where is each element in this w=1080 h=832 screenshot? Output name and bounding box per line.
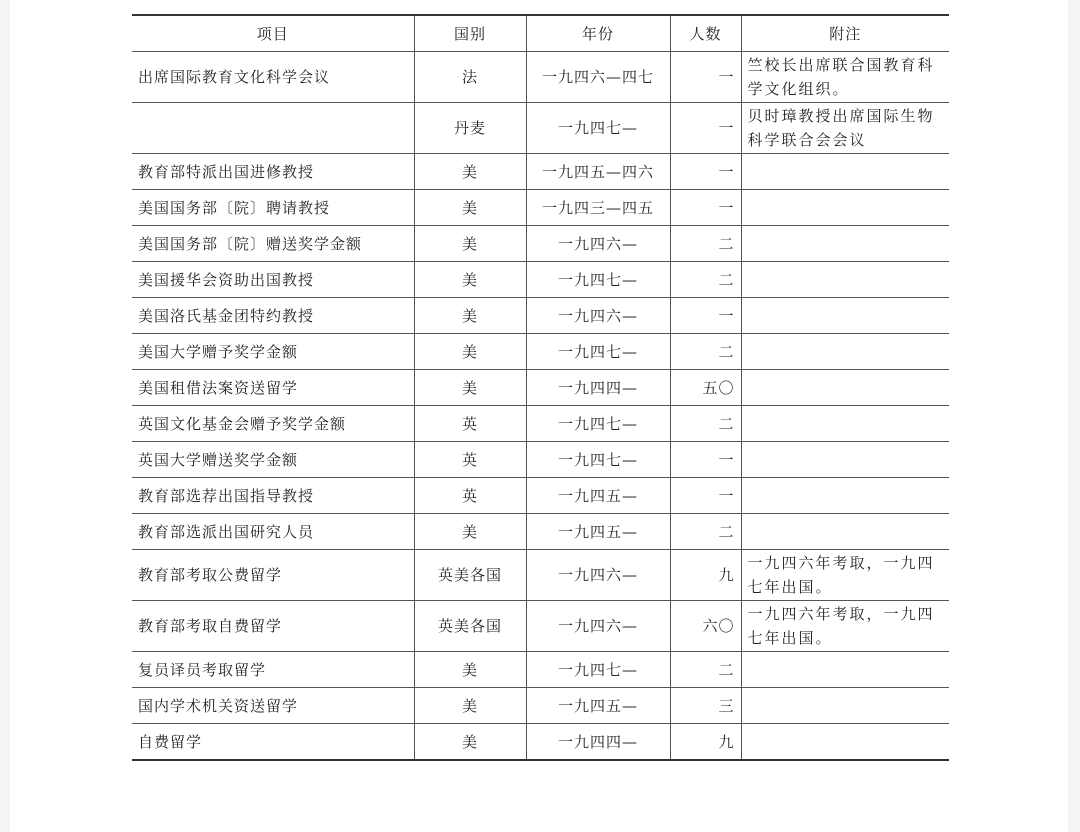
- cell-year: 一九四四—: [526, 724, 670, 761]
- cell-note: [741, 154, 949, 190]
- table-row: [132, 688, 949, 724]
- table-body: [132, 52, 949, 761]
- table-row: [132, 52, 949, 103]
- cell-country: 美: [414, 334, 526, 370]
- cell-count: 二: [670, 226, 741, 262]
- cell-count: 三: [670, 688, 741, 724]
- cell-count: 二: [670, 514, 741, 550]
- cell-year: 一九四七—: [526, 334, 670, 370]
- cell-count: 二: [670, 652, 741, 688]
- table-row: [132, 298, 949, 334]
- cell-year: 一九四六—: [526, 226, 670, 262]
- cell-item: [132, 103, 414, 154]
- cell-year: 一九四六—四七: [526, 52, 670, 103]
- table-row: [132, 601, 949, 652]
- table-row: [132, 334, 949, 370]
- header-country: 国别: [414, 15, 526, 52]
- header-year: 年份: [526, 15, 670, 52]
- cell-item: 教育部选派出国研究人员: [132, 514, 414, 550]
- header-count: 人数: [670, 15, 741, 52]
- cell-year: 一九四七—: [526, 652, 670, 688]
- cell-count: 五〇: [670, 370, 741, 406]
- cell-year: 一九四七—: [526, 442, 670, 478]
- cell-note: [741, 688, 949, 724]
- cell-country: 美: [414, 262, 526, 298]
- cell-note: 贝时璋教授出席国际生物科学联合会会议: [741, 103, 949, 154]
- cell-count: 一: [670, 103, 741, 154]
- cell-year: 一九四五—: [526, 478, 670, 514]
- cell-year: 一九四七—: [526, 406, 670, 442]
- cell-item: 复员译员考取留学: [132, 652, 414, 688]
- cell-country: 英: [414, 442, 526, 478]
- cell-year: 一九四五—: [526, 688, 670, 724]
- cell-country: 美: [414, 190, 526, 226]
- cell-item: 自费留学: [132, 724, 414, 761]
- cell-count: 一: [670, 154, 741, 190]
- cell-count: 二: [670, 406, 741, 442]
- cell-item: 国内学术机关资送留学: [132, 688, 414, 724]
- cell-item: 美国大学赠予奖学金额: [132, 334, 414, 370]
- cell-note: [741, 406, 949, 442]
- cell-item: 美国国务部〔院〕聘请教授: [132, 190, 414, 226]
- table-row: [132, 406, 949, 442]
- cell-year: 一九四六—: [526, 601, 670, 652]
- cell-item: 教育部考取自费留学: [132, 601, 414, 652]
- cell-year: 一九四四—: [526, 370, 670, 406]
- cell-count: 二: [670, 262, 741, 298]
- cell-item: 美国援华会资助出国教授: [132, 262, 414, 298]
- table-row: [132, 724, 949, 761]
- table-row: [132, 652, 949, 688]
- table-row: [132, 226, 949, 262]
- cell-year: 一九四六—: [526, 550, 670, 601]
- cell-count: 一: [670, 52, 741, 103]
- cell-count: 九: [670, 724, 741, 761]
- cell-item: 教育部选荐出国指导教授: [132, 478, 414, 514]
- table-row: [132, 478, 949, 514]
- cell-country: 美: [414, 298, 526, 334]
- cell-count: 二: [670, 334, 741, 370]
- cell-country: 美: [414, 724, 526, 761]
- table-row: [132, 190, 949, 226]
- cell-count: 六〇: [670, 601, 741, 652]
- cell-country: 美: [414, 514, 526, 550]
- table-row: [132, 154, 949, 190]
- cell-item: 教育部考取公费留学: [132, 550, 414, 601]
- cell-note: [741, 514, 949, 550]
- cell-item: 教育部特派出国进修教授: [132, 154, 414, 190]
- cell-year: 一九四五—四六: [526, 154, 670, 190]
- header-note: 附注: [741, 15, 949, 52]
- table-header-row: [132, 15, 949, 52]
- cell-note: [741, 370, 949, 406]
- table-row: [132, 514, 949, 550]
- document-page: [10, 0, 1068, 832]
- cell-note: [741, 262, 949, 298]
- cell-year: 一九四七—: [526, 103, 670, 154]
- cell-country: 美: [414, 370, 526, 406]
- cell-year: 一九四七—: [526, 262, 670, 298]
- cell-item: 美国国务部〔院〕赠送奖学金额: [132, 226, 414, 262]
- cell-country: 英美各国: [414, 601, 526, 652]
- cell-country: 丹麦: [414, 103, 526, 154]
- cell-country: 英: [414, 478, 526, 514]
- cell-country: 英美各国: [414, 550, 526, 601]
- cell-count: 九: [670, 550, 741, 601]
- cell-country: 美: [414, 688, 526, 724]
- table-row: [132, 103, 949, 154]
- cell-country: 美: [414, 652, 526, 688]
- cell-note: [741, 652, 949, 688]
- cell-year: 一九四六—: [526, 298, 670, 334]
- cell-note: [741, 298, 949, 334]
- cell-note: 竺校长出席联合国教育科学文化组织。: [741, 52, 949, 103]
- cell-note: [741, 190, 949, 226]
- cell-note: [741, 226, 949, 262]
- cell-count: 一: [670, 442, 741, 478]
- study-abroad-table: [132, 14, 949, 761]
- cell-item: 美国洛氏基金团特约教授: [132, 298, 414, 334]
- table-row: [132, 370, 949, 406]
- cell-country: 英: [414, 406, 526, 442]
- cell-note: 一九四六年考取，一九四七年出国。: [741, 550, 949, 601]
- cell-item: 英国大学赠送奖学金额: [132, 442, 414, 478]
- cell-item: 美国租借法案资送留学: [132, 370, 414, 406]
- cell-count: 一: [670, 190, 741, 226]
- header-item: 项目: [132, 15, 414, 52]
- cell-note: [741, 442, 949, 478]
- cell-item: 英国文化基金会赠予奖学金额: [132, 406, 414, 442]
- cell-count: 一: [670, 478, 741, 514]
- cell-year: 一九四五—: [526, 514, 670, 550]
- cell-note: [741, 334, 949, 370]
- cell-year: 一九四三—四五: [526, 190, 670, 226]
- table-row: [132, 262, 949, 298]
- cell-note: 一九四六年考取，一九四七年出国。: [741, 601, 949, 652]
- cell-note: [741, 724, 949, 761]
- table-row: [132, 550, 949, 601]
- cell-note: [741, 478, 949, 514]
- cell-country: 美: [414, 154, 526, 190]
- cell-item: 出席国际教育文化科学会议: [132, 52, 414, 103]
- table-row: [132, 442, 949, 478]
- cell-country: 美: [414, 226, 526, 262]
- cell-count: 一: [670, 298, 741, 334]
- cell-country: 法: [414, 52, 526, 103]
